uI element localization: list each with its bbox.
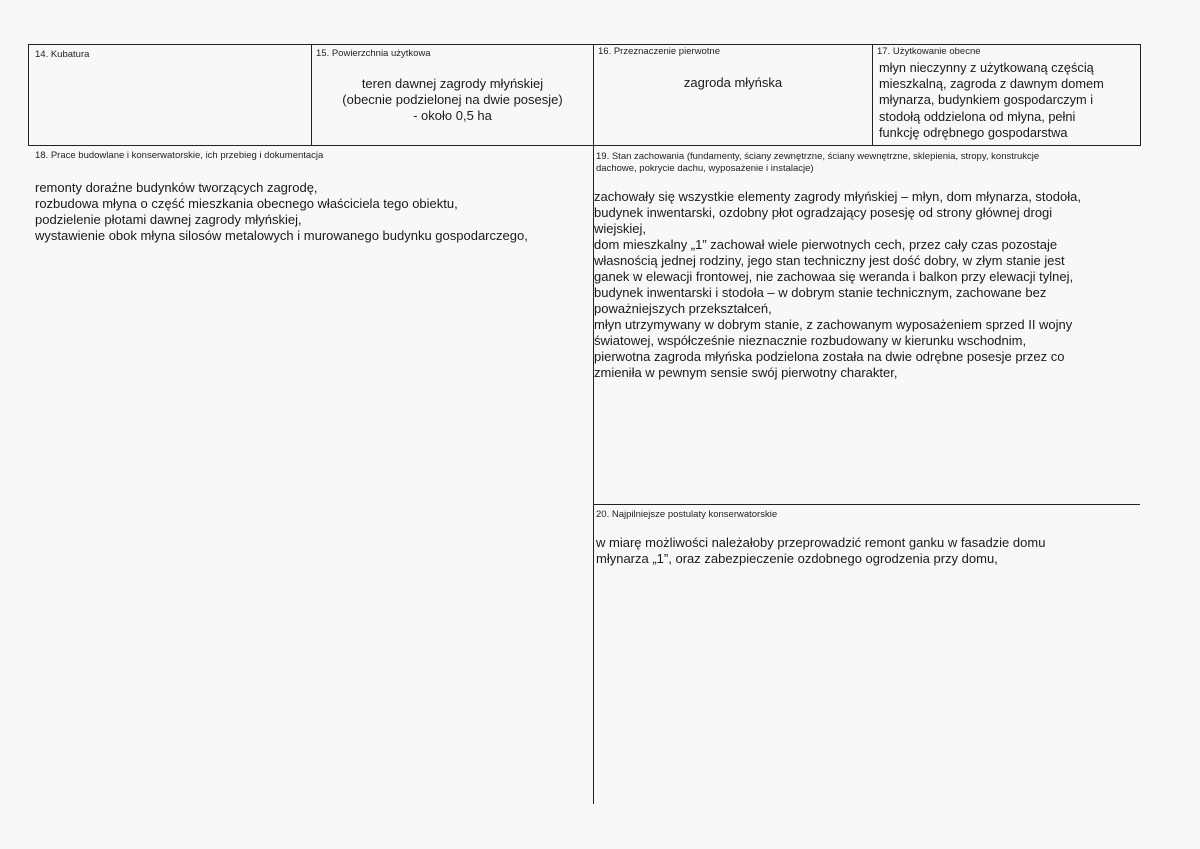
field-16-value [594,75,872,91]
field-20-value [596,535,1045,567]
field-18-line: podzielenie płotami dawnej zagrody młyńskiej, [35,212,302,227]
field-17-label: 17. Użytkowanie obecne [877,46,981,57]
col-divider-main [593,44,594,804]
field-19-line: dom mieszkalny „1” zachował wiele pierwotnych cech, przez cały czas pozostaje [594,237,1058,252]
field-19-line: wiejskiej, [594,221,647,236]
field-17-line: młyn nieczynny z użytkowaną częścią [879,60,1094,75]
field-18-line: wystawienie obok młyna silosów metalowych i murowanego budynku gospodarczego, [35,228,528,243]
field-15-line: - około 0,5 ha [413,108,492,123]
col-divider-17 [872,44,873,146]
field-19-line: budynek inwentarski i stodoła – w dobrym stanie technicznym, zachowane bez [594,285,1047,300]
field-19-line: zachowały się wszystkie elementy zagrody młyńskiej – młyn, dom młynarza, stodoła, [594,189,1081,204]
field-15-line: teren dawnej zagrody młyńskiej [361,76,544,91]
table-left-border [28,44,29,146]
field-19-line: poważniejszych przekształceń, [594,301,772,316]
field-17-line: młynarza, budynkiem gospodarczym i [879,92,1094,108]
field-18-line: rozbudowa młyna o część mieszkania obecnego właściciela tego obiektu, [35,196,458,211]
field-17-value [879,60,1104,141]
field-18-line: remonty doraźne budynków tworzących zagrodę, [35,180,318,195]
field-19-line: młyn utrzymywany w dobrym stanie, z zachowanym wyposażeniem sprzed II wojny [594,317,1073,332]
field-19-label: 19. Stan zachowania (fundamenty, ściany zewnętrzne, ściany wewnętrzne, sklepienia, stropy, konstrukcje [596,151,1040,162]
field-18-value [35,180,528,244]
field-15-line: (obecnie podzielonej na dwie posesje) [342,92,563,107]
field-19-label-cont: dachowe, pokrycie dachu, wyposażenie i instalacje) [596,163,814,174]
field-20-label: 20. Najpilniejsze postulaty konserwatorskie [596,509,778,520]
field-14-label: 14. Kubatura [35,49,90,60]
field-17-line: stodołą oddzielona od młyna, pełni [879,108,1076,124]
field-19-value [594,189,1081,381]
field-15-label: 15. Powierzchnia użytkowa [316,48,431,59]
row-divider-1 [28,145,1140,146]
field-19-line: budynek inwentarski, ozdobny płot ogradzający posesję od strony głównej drogi [594,205,1053,220]
field-19-line: pierwotna zagroda młyńska podzielona została na dwie odrębne posesje przez co [594,349,1065,364]
field-16-label: 16. Przeznaczenie pierwotne [598,46,720,57]
field-20-line: w miarę możliwości należałoby przeprowadzić remont ganku w fasadzie domu [596,535,1046,550]
field-16-line: zagroda młyńska [683,75,783,90]
table-top-border [28,44,1140,45]
field-18-label: 18. Prace budowlane i konserwatorskie, ich przebieg i dokumentacja [35,150,324,161]
table-right-border [1140,44,1141,146]
field-19-line: ganek w elewacji frontowej, nie zachowaa się weranda i balkon przy elewacji tylnej, [594,269,1074,284]
field-19-line: własnością jednej rodziny, jego stan techniczny jest dość dobry, w złym stanie jest [594,253,1065,268]
field-17-line: mieszkalną, zagroda z dawnym domem [879,76,1104,92]
field-17-line: funkcję odrębnego gospodarstwa [879,124,1068,140]
row-divider-20 [593,504,1140,505]
field-19-line: zmieniła w pewnym sensie swój pierwotny charakter, [594,365,898,380]
field-15-value [312,76,593,124]
field-20-line: młynarza „1”, oraz zabezpieczenie ozdobnego ogrodzenia przy domu, [596,551,998,566]
field-19-line: światowej, współcześnie nieznacznie rozbudowany w kierunku wschodnim, [594,333,1027,348]
